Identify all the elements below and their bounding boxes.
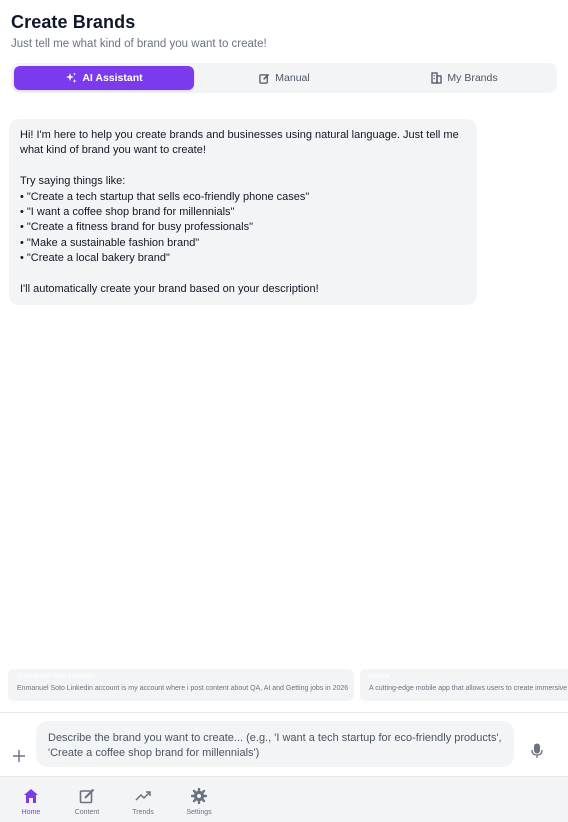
suggestion-card[interactable] [8, 669, 354, 701]
message-line: Hi! I'm here to help you create brands and businesses using natural language. Just tell me [20, 129, 459, 141]
tab-ai-assistant[interactable] [14, 66, 194, 90]
building-icon [430, 72, 442, 84]
nav-item-trends[interactable] [115, 788, 171, 816]
message-line: what kind of brand you want to create! [20, 144, 206, 157]
suggestion-title: Mobile [369, 673, 390, 680]
composer [0, 712, 568, 776]
tab-manual[interactable] [194, 66, 374, 90]
nav-label: Trends [132, 809, 154, 816]
tab-label: AI Assistant [82, 72, 143, 84]
nav-item-content[interactable] [59, 788, 115, 816]
nav-label: Home [21, 809, 41, 816]
suggestion-title: Emmanuel Soto Linkedin [17, 673, 95, 680]
message-line: • "I want a coffee shop brand for millennials" [20, 205, 235, 218]
edit-icon [79, 788, 95, 804]
mode-tabs [11, 63, 557, 93]
suggestion-description: A cutting-edge mobile app that allows users to create immersive [369, 685, 568, 692]
plus-icon[interactable] [9, 746, 29, 766]
message-line [20, 159, 466, 174]
edit-icon [258, 72, 270, 84]
brand-suggestions [8, 669, 568, 701]
microphone-icon[interactable] [531, 743, 547, 763]
message-line [20, 267, 466, 282]
page-title: Create Brands [11, 12, 136, 32]
tab-label: Manual [275, 72, 310, 84]
brand-description-input[interactable]: Describe the brand you want to create... (e.g., 'I want a tech startup for eco-friendly products', 'Create a coffee shop brand for millennials') [36, 721, 514, 767]
nav-label: Settings [186, 809, 212, 816]
message-line: • "Make a sustainable fashion brand" [20, 236, 200, 249]
nav-item-home[interactable] [3, 788, 59, 816]
assistant-message [9, 119, 477, 305]
trending-up-icon [135, 788, 151, 804]
page-subtitle: Just tell me what kind of brand you want to create! [11, 38, 267, 50]
message-line: • "Create a fitness brand for busy professionals" [20, 221, 253, 234]
message-line: I'll automatically create your brand based on your description! [20, 282, 319, 295]
gear-icon [191, 788, 207, 804]
message-line: • "Create a tech startup that sells eco-friendly phone cases" [20, 190, 310, 203]
bottom-navigation [0, 776, 568, 822]
message-line: • "Create a local bakery brand" [20, 252, 170, 265]
suggestion-card[interactable] [360, 669, 568, 701]
nav-item-settings[interactable] [171, 788, 227, 816]
home-icon [23, 788, 39, 804]
nav-label: Content [74, 809, 100, 816]
tab-my-brands[interactable] [374, 66, 554, 90]
suggestion-description: Enmanuel Soto Linkedin account is my account where i post content about QA, AI and Getting jobs in 2026 [17, 685, 349, 692]
message-line: Try saying things like: [20, 175, 126, 188]
page-header [11, 12, 267, 50]
tab-label: My Brands [447, 72, 498, 84]
sparkles-icon [65, 72, 77, 84]
